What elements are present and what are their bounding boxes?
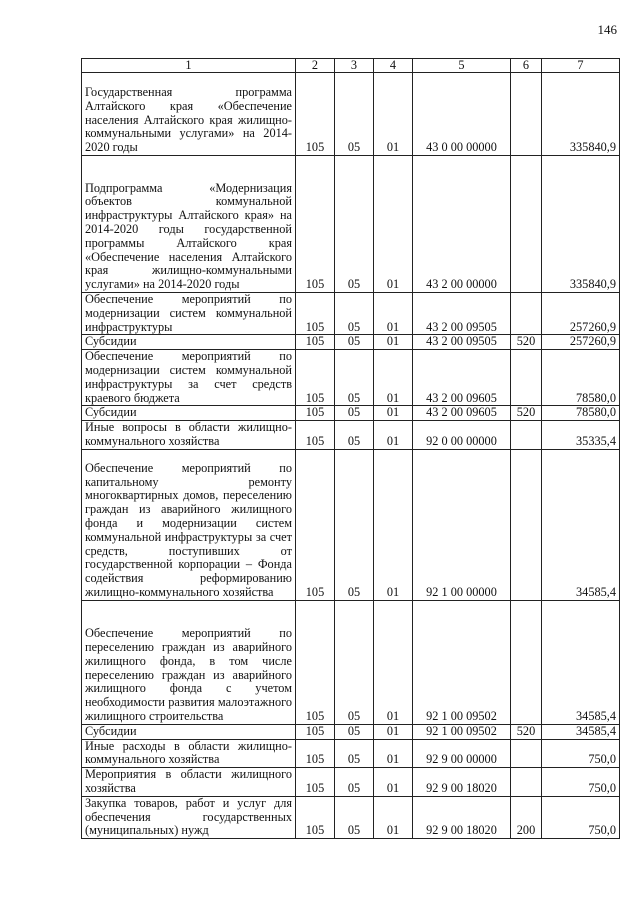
target-article-code: 43 2 00 09505 xyxy=(413,293,511,335)
subsection-code: 01 xyxy=(374,335,413,350)
column-header: 2 xyxy=(296,59,335,73)
ministry-code: 105 xyxy=(296,739,335,768)
target-article-code: 43 2 00 09505 xyxy=(413,335,511,350)
target-article-code: 92 0 00 00000 xyxy=(413,421,511,450)
table-row xyxy=(82,335,620,350)
target-article-code: 43 2 00 09605 xyxy=(413,350,511,406)
target-article-code: 43 2 00 09605 xyxy=(413,406,511,421)
table-row xyxy=(82,406,620,421)
section-code: 05 xyxy=(335,421,374,450)
row-name: Подпрограмма «Модернизация объектов коммунальной инфраструктуры Алтайского края» на 2014-2020 годы государственной программы Алтайского края «Обеспечение населения Алтайского края жилищно-коммунальными услугами» на 2014-2020 годы xyxy=(82,156,296,293)
section-code: 05 xyxy=(335,156,374,293)
section-code: 05 xyxy=(335,449,374,600)
amount: 257260,9 xyxy=(542,335,620,350)
expense-type-code: 520 xyxy=(511,335,542,350)
section-code: 05 xyxy=(335,724,374,739)
column-header: 6 xyxy=(511,59,542,73)
table-row xyxy=(82,73,620,156)
column-header: 4 xyxy=(374,59,413,73)
target-article-code: 92 1 00 00000 xyxy=(413,449,511,600)
row-name: Обеспечение мероприятий по модернизации систем коммунальной инфраструктуры xyxy=(82,293,296,335)
amount: 34585,4 xyxy=(542,449,620,600)
section-code: 05 xyxy=(335,768,374,797)
ministry-code: 105 xyxy=(296,406,335,421)
row-name: Закупка товаров, работ и услуг для обеспечения государственных (муниципальных) нужд xyxy=(82,796,296,838)
table-row xyxy=(82,600,620,724)
amount: 750,0 xyxy=(542,796,620,838)
expense-type-code xyxy=(511,293,542,335)
subsection-code: 01 xyxy=(374,73,413,156)
table-row xyxy=(82,449,620,600)
table-row xyxy=(82,796,620,838)
expense-type-code xyxy=(511,73,542,156)
row-name: Иные вопросы в области жилищно-коммунального хозяйства xyxy=(82,421,296,450)
ministry-code: 105 xyxy=(296,156,335,293)
expense-type-code: 520 xyxy=(511,406,542,421)
section-code: 05 xyxy=(335,335,374,350)
section-code: 05 xyxy=(335,796,374,838)
amount: 750,0 xyxy=(542,739,620,768)
subsection-code: 01 xyxy=(374,796,413,838)
expense-type-code xyxy=(511,350,542,406)
expense-type-code xyxy=(511,739,542,768)
ministry-code: 105 xyxy=(296,768,335,797)
expense-type-code: 200 xyxy=(511,796,542,838)
section-code: 05 xyxy=(335,739,374,768)
table-row xyxy=(82,421,620,450)
amount: 34585,4 xyxy=(542,600,620,724)
ministry-code: 105 xyxy=(296,335,335,350)
section-code: 05 xyxy=(335,600,374,724)
table-row xyxy=(82,724,620,739)
target-article-code: 43 0 00 00000 xyxy=(413,73,511,156)
subsection-code: 01 xyxy=(374,421,413,450)
row-name: Иные расходы в области жилищно-коммунального хозяйства xyxy=(82,739,296,768)
target-article-code: 92 1 00 09502 xyxy=(413,724,511,739)
amount: 34585,4 xyxy=(542,724,620,739)
row-name: Обеспечение мероприятий по модернизации систем коммунальной инфраструктуры за счет средств краевого бюджета xyxy=(82,350,296,406)
expense-type-code xyxy=(511,600,542,724)
amount: 78580,0 xyxy=(542,406,620,421)
ministry-code: 105 xyxy=(296,421,335,450)
ministry-code: 105 xyxy=(296,600,335,724)
section-code: 05 xyxy=(335,293,374,335)
page-number: 146 xyxy=(597,22,617,37)
ministry-code: 105 xyxy=(296,293,335,335)
amount: 78580,0 xyxy=(542,350,620,406)
ministry-code: 105 xyxy=(296,796,335,838)
table-row xyxy=(82,739,620,768)
expense-type-code: 520 xyxy=(511,724,542,739)
column-header: 3 xyxy=(335,59,374,73)
target-article-code: 92 9 00 18020 xyxy=(413,768,511,797)
ministry-code: 105 xyxy=(296,73,335,156)
ministry-code: 105 xyxy=(296,350,335,406)
expense-type-code xyxy=(511,421,542,450)
column-header: 5 xyxy=(413,59,511,73)
expense-type-code xyxy=(511,768,542,797)
expense-type-code xyxy=(511,156,542,293)
subsection-code: 01 xyxy=(374,768,413,797)
subsection-code: 01 xyxy=(374,449,413,600)
column-header: 7 xyxy=(542,59,620,73)
amount: 257260,9 xyxy=(542,293,620,335)
subsection-code: 01 xyxy=(374,293,413,335)
row-name: Мероприятия в области жилищного хозяйства xyxy=(82,768,296,797)
table-row xyxy=(82,768,620,797)
section-code: 05 xyxy=(335,406,374,421)
subsection-code: 01 xyxy=(374,739,413,768)
subsection-code: 01 xyxy=(374,406,413,421)
row-name: Субсидии xyxy=(82,335,296,350)
target-article-code: 43 2 00 00000 xyxy=(413,156,511,293)
row-name: Обеспечение мероприятий по переселению граждан из аварийного жилищного фонда, в том числе переселению граждан из аварийного жилищного фонда с учетом необходимости развития малоэтажного жилищного строительства xyxy=(82,600,296,724)
amount: 750,0 xyxy=(542,768,620,797)
table-row xyxy=(82,350,620,406)
row-name: Субсидии xyxy=(82,406,296,421)
table-header-row xyxy=(82,59,620,73)
table-row xyxy=(82,156,620,293)
budget-table xyxy=(81,58,620,839)
section-code: 05 xyxy=(335,73,374,156)
subsection-code: 01 xyxy=(374,600,413,724)
amount: 35335,4 xyxy=(542,421,620,450)
amount: 335840,9 xyxy=(542,73,620,156)
column-header: 1 xyxy=(82,59,296,73)
row-name: Обеспечение мероприятий по капитальному ремонту многоквартирных домов, переселению граждан из аварийного жилищного фонда и модернизации систем коммунальной инфраструктуры за счет средств, поступивших от государственной корпорации – Фонда содействия реформированию жилищно-коммунального хозяйства xyxy=(82,449,296,600)
section-code: 05 xyxy=(335,350,374,406)
subsection-code: 01 xyxy=(374,724,413,739)
ministry-code: 105 xyxy=(296,449,335,600)
amount: 335840,9 xyxy=(542,156,620,293)
target-article-code: 92 9 00 18020 xyxy=(413,796,511,838)
expense-type-code xyxy=(511,449,542,600)
ministry-code: 105 xyxy=(296,724,335,739)
row-name: Государственная программа Алтайского края «Обеспечение населения Алтайского края жилищно-коммунальными услугами» на 2014-2020 годы xyxy=(82,73,296,156)
table-row xyxy=(82,293,620,335)
subsection-code: 01 xyxy=(374,156,413,293)
subsection-code: 01 xyxy=(374,350,413,406)
target-article-code: 92 1 00 09502 xyxy=(413,600,511,724)
target-article-code: 92 9 00 00000 xyxy=(413,739,511,768)
row-name: Субсидии xyxy=(82,724,296,739)
